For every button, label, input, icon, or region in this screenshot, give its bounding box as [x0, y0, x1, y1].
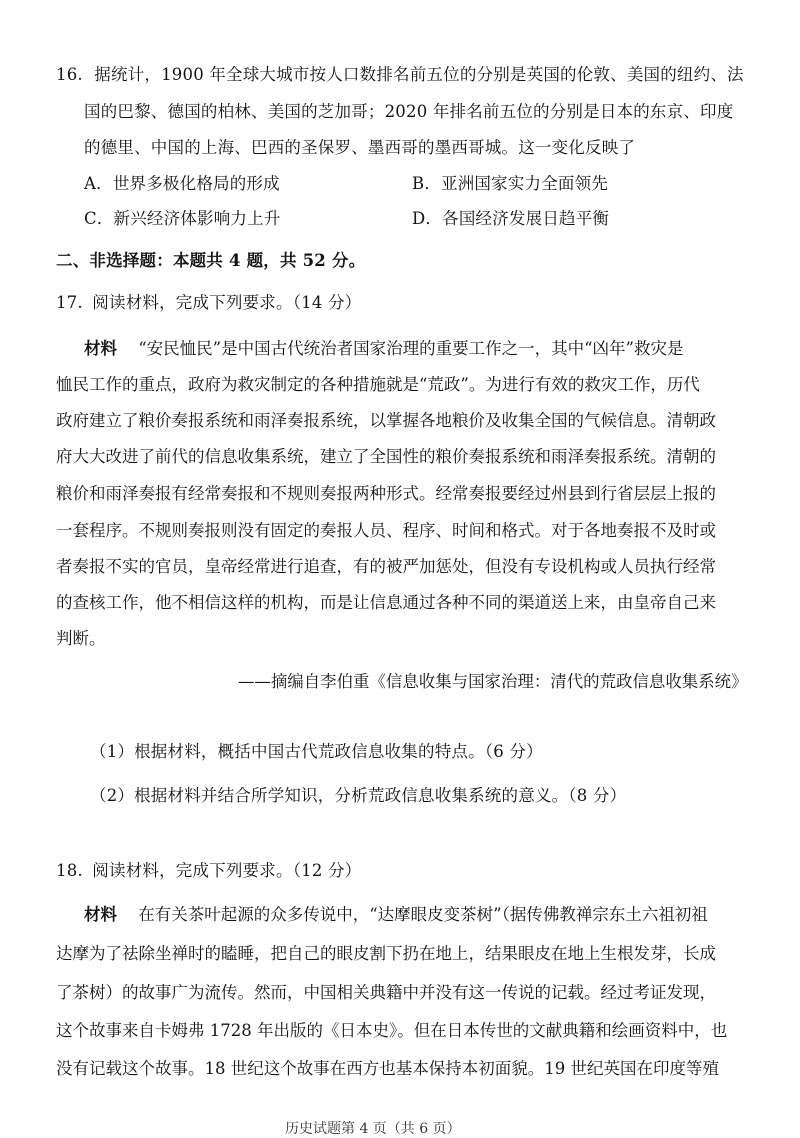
- q17-material-label: 材料: [84, 339, 117, 358]
- q17-subquestion-2: （2）根据材料并结合所学知识，分析荒政信息收集系统的意义。（8 分）: [90, 786, 627, 805]
- q16-number: 16.: [56, 65, 83, 84]
- q18-number: 18.: [56, 861, 83, 880]
- section-2-heading: 二、非选择题：本题共 4 题，共 52 分。: [56, 251, 366, 270]
- q17-number: 17.: [56, 293, 83, 312]
- q17-subquestion-1: （1）根据材料，概括中国古代荒政信息收集的特点。（6 分）: [90, 742, 543, 761]
- q17-material-text-8: 的查核工作，他不相信这样的机构，而是让信息通过各种不同的渠道送上来，由皇帝自己来: [56, 593, 716, 612]
- q17-material-text-6: 一套程序。不规则奏报则没有固定的奏报人员、程序、时间和格式。对于各地奏报不及时或: [56, 521, 716, 540]
- q17-material-text-4: 府大大改进了前代的信息收集系统，建立了全国性的粮价奏报系统和雨泽奏报系统。清朝的: [56, 447, 716, 466]
- q16-stem-2: 国的巴黎、德国的柏林、美国的芝加哥；2020 年排名前五位的分别是日本的东京、印度: [84, 102, 734, 121]
- page-footer: 历史试题第 4 页（共 6 页）: [285, 1121, 461, 1137]
- q16-option-d: D．各国经济发展日趋平衡: [412, 209, 610, 228]
- q18-material-text-4: 这个故事来自卡姆弗 1728 年出版的《日本史》。但在日本传世的文献典籍和绘画资料中，也: [56, 1021, 728, 1040]
- q18-material-text-2: 达摩为了祛除坐禅时的瞌睡，把自己的眼皮割下扔在地上，结果眼皮在地上生根发芽，长成: [56, 944, 716, 963]
- q18-material-line-1: [84, 904, 708, 926]
- q16-stem-1: 据统计，1900 年全球大城市按人口数排名前五位的分别是英国的伦敦、美国的纽约、法: [94, 65, 744, 84]
- q17-prompt-line: [56, 292, 361, 314]
- q17-prompt: 阅读材料，完成下列要求。（14 分）: [92, 293, 362, 312]
- q18-prompt: 阅读材料，完成下列要求。（12 分）: [92, 861, 362, 880]
- q16-option-b: B．亚洲国家实力全面领先: [412, 174, 609, 193]
- q16-option-a: A．世界多极化格局的形成: [84, 174, 280, 193]
- q17-material-text-2: 恤民工作的重点，政府为救灾制定的各种措施就是“荒政”。为进行有效的救灾工作，历代: [56, 375, 700, 394]
- q17-material-line-1: [84, 338, 684, 360]
- q18-material-text-3: 了茶树）的故事广为流传。然而，中国相关典籍中并没有这一传说的记载。经过考证发现，: [56, 983, 716, 1002]
- q16-stem-3: 的德里、中国的上海、巴西的圣保罗、墨西哥的墨西哥城。这一变化反映了: [84, 138, 636, 157]
- q17-material-text-9: 判断。: [56, 629, 106, 648]
- q18-material-text-1: 在有关茶叶起源的众多传说中，“达摩眼皮变茶树”（据传佛教禅宗东土六祖初祖: [138, 905, 708, 924]
- q17-material-text-1: “安民恤民”是中国古代统治者国家治理的重要工作之一，其中“凶年”救灾是: [138, 339, 684, 358]
- q17-material-text-5: 粮价和雨泽奏报有经常奏报和不规则奏报两种形式。经常奏报要经过州县到行省层层上报的: [56, 484, 716, 503]
- q16-line-1: [56, 64, 744, 86]
- q17-material-text-7: 者奏报不实的官员，皇帝经常进行追查，有的被严加惩处，但没有专设机构或人员执行经常: [56, 557, 716, 576]
- q16-option-c: C．新兴经济体影响力上升: [84, 209, 281, 228]
- q18-material-label: 材料: [84, 905, 117, 924]
- q18-material-text-5: 没有记载这个故事。18 世纪这个故事在西方也基本保持本初面貌。19 世纪英国在印度等殖: [56, 1059, 719, 1078]
- q17-material-text-3: 政府建立了粮价奏报系统和雨泽奏报系统，以掌握各地粮价及收集全国的气候信息。清朝政: [56, 411, 716, 430]
- q17-source: ——摘编自李伯重《信息收集与国家治理：清代的荒政信息收集系统》: [238, 672, 748, 691]
- q18-prompt-line: [56, 860, 361, 882]
